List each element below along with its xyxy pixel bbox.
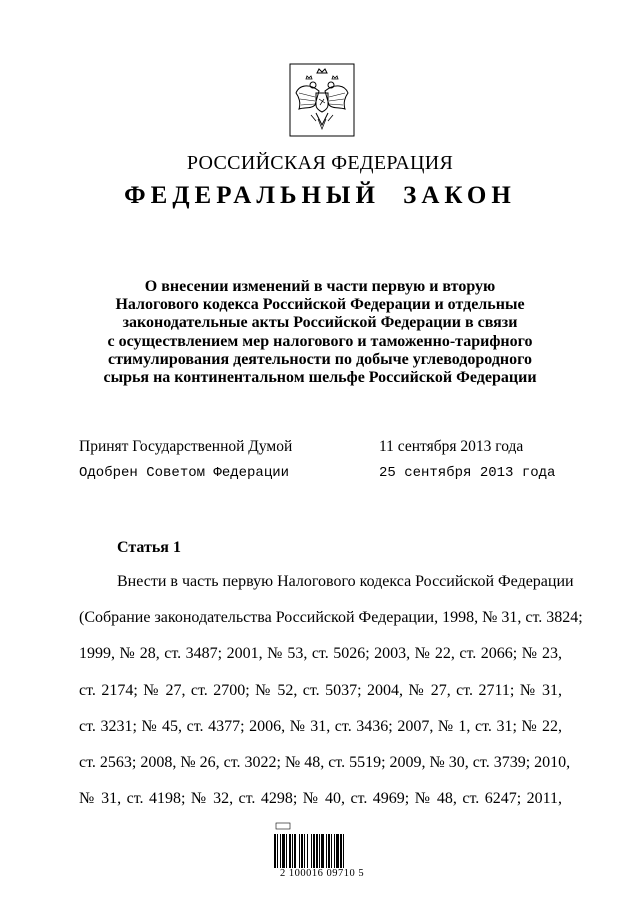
article-text-line: № 31, ст. 4198; № 32, ст. 4298; № 40, ст. 4969; № 48, ст. 6247; 2011, [79,790,562,807]
article-text-line: ст. 2174; № 27, ст. 2700; № 52, ст. 5037; 2004, № 27, ст. 2711; № 31, [79,682,562,699]
article-text-line: (Собрание законодательства Российской Федерации, 1998, № 31, ст. 3824; [79,609,583,626]
article-heading: Статья 1 [117,539,181,556]
title-line: сырья на континентальном шельфе Российской Федерации [103,369,537,387]
title-line: с осуществлением мер налогового и таможенно-тарифного [107,332,533,350]
article-text-line: 1999, № 28, ст. 3487; 2001, № 53, ст. 5026; 2003, № 22, ст. 2066; № 23, [79,645,562,662]
article-text-line: ст. 2563; 2008, № 26, ст. 3022; № 48, ст. 5519; 2009, № 30, ст. 3739; 2010, [79,754,571,771]
article-text-line: ст. 3231; № 45, ст. 4377; 2006, № 31, ст. 3436; 2007, № 1, ст. 31; № 22, [79,718,562,735]
title-line: стимулирования деятельности по добыче углеводородного [108,350,532,368]
title-line: законодательные акты Российской Федерации в связи [122,314,518,332]
title-line: Налогового кодекса Российской Федерации и отдельные [115,296,525,314]
duma-date: 11 сентября 2013 года [379,438,524,455]
council-label: Одобрен Советом Федерации [79,465,290,481]
title-line: О внесении изменений в части первую и вторую [144,278,496,295]
coat-of-arms-icon [289,63,355,137]
country-name: РОССИЙСКАЯ ФЕДЕРАЦИЯ [186,152,454,174]
document-type: ФЕДЕРАЛЬНЫЙ ЗАКОН [124,182,516,209]
law-title [60,278,580,387]
barcode-number: 2 100016 09710 5 [279,868,365,879]
article-text-line: Внести в часть первую Налогового кодекса Российской Федерации [117,573,574,590]
council-date: 25 сентября 2013 года [379,465,556,481]
duma-label: Принят Государственной Думой [79,438,293,455]
